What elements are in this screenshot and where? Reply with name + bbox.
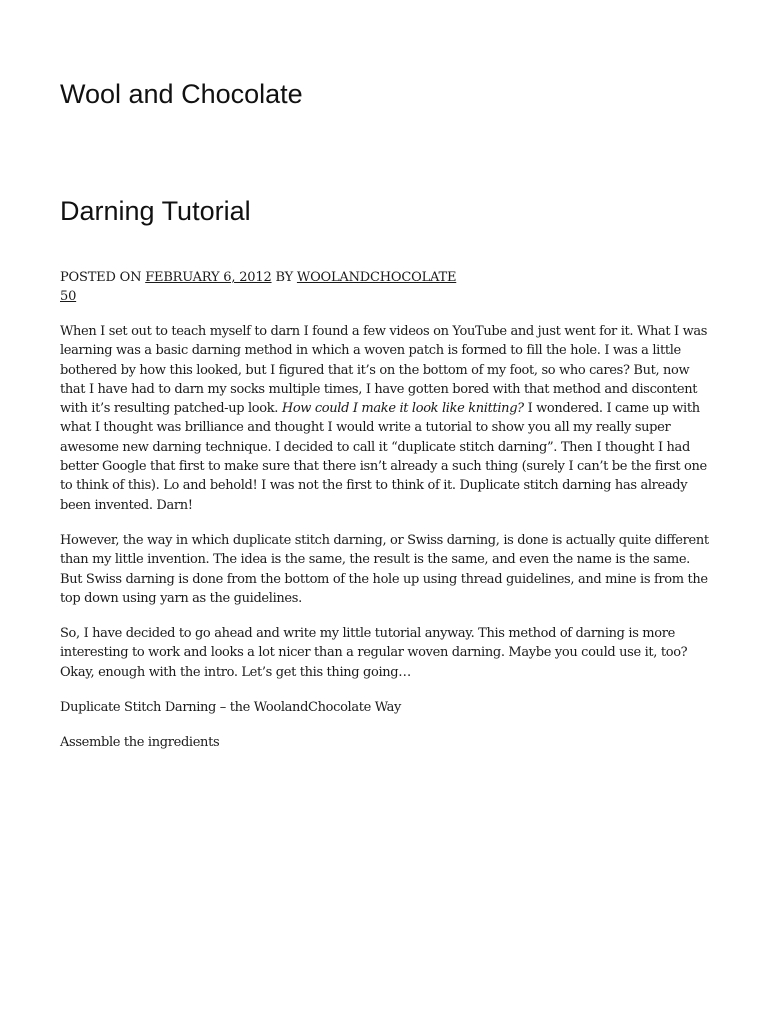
paragraph-intro <box>60 322 710 515</box>
comments-link[interactable]: 50 <box>60 289 77 304</box>
site-title[interactable]: Wool and Chocolate <box>60 79 303 109</box>
paragraph-intro-start: When I set out to teach myself to darn I found a few videos on YouTube and just went for it. What I was learning was a basic darning method in which a woven patch is formed to fill the hole. I was a little bothered by how this looked, but I figured that it’s on the bottom of my foot, so who cares? But, now that I have had to darn my socks multiple times, I have gotten bored with that method and discontent with it’s resulting patched-up look. <box>60 324 708 417</box>
author-link[interactable]: WOOLANDCHOCOLATE <box>296 270 457 285</box>
paragraph-intro-emphasis: How could I make it look like knitting? <box>281 401 524 417</box>
by-label: BY <box>275 270 293 285</box>
post-title: Darning Tutorial <box>60 196 251 226</box>
post-meta <box>60 268 710 306</box>
subsection-heading: Assemble the ingredients <box>60 735 220 751</box>
post-content <box>60 322 710 769</box>
post-date-link[interactable]: FEBRUARY 6, 2012 <box>145 270 272 285</box>
paragraph-intro-end: I wondered. I came up with what I thought was brilliance and thought I would write a tutorial to show you all my really super awesome new darning technique. I decided to call it “duplicate stitch darning”. Then I thought I had better Google that first to make sure that there isn’t already a such thing (surely I can’t be the first one to think of this). Lo and behold! I was not the first to think of it. Duplicate stitch darning has already been invented. Darn! <box>60 401 707 513</box>
section-heading: Duplicate Stitch Darning – the WoolandChocolate Way <box>60 700 402 716</box>
posted-on-label: POSTED ON <box>60 270 142 285</box>
paragraph-decision: So, I have decided to go ahead and write my little tutorial anyway. This method of darning is more interesting to work and looks a lot nicer than a regular woven darning. Maybe you could use it, too? Okay, enough with the intro. Let’s get this thing going… <box>60 626 688 680</box>
paragraph-swiss-darning: However, the way in which duplicate stitch darning, or Swiss darning, is done is actually quite different than my little invention. The idea is the same, the result is the same, and even the name is the same. But Swiss darning is done from the bottom of the hole up using thread guidelines, and mine is from the top down using yarn as the guidelines. <box>60 532 709 606</box>
